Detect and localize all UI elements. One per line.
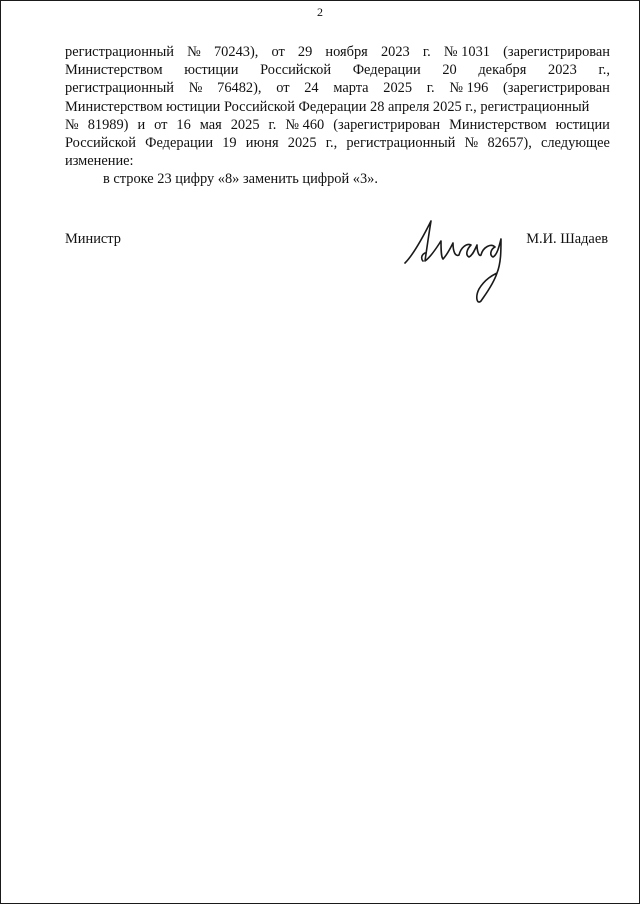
word: (зарегистрирован <box>333 116 441 133</box>
signature-block <box>65 229 610 309</box>
order-text <box>65 43 610 189</box>
word: регистрационный <box>346 135 456 152</box>
word: г. <box>422 44 431 60</box>
word: 2023 <box>548 62 577 79</box>
word: и <box>137 116 146 133</box>
word: Министерством юстиции Российской Федерации 28 апреля 2025 г., регистрационный <box>65 98 590 115</box>
signer-position: Министр <box>65 231 121 247</box>
word: 2025 <box>383 80 413 97</box>
word: (зарегистрирован <box>503 44 610 60</box>
word: следующее <box>540 135 610 152</box>
word: г., <box>325 135 338 152</box>
word: 2025 <box>230 116 260 133</box>
signer-name: М.И. Шадаев <box>526 231 608 247</box>
word: марта <box>333 80 369 97</box>
word: Министерством <box>449 116 547 133</box>
word: 81989) <box>87 116 129 133</box>
word: г. <box>426 80 435 97</box>
word: регистрационный <box>65 80 174 97</box>
paragraph-last-line: изменение: <box>65 153 134 170</box>
word: Министерством <box>65 62 163 79</box>
word: 19 <box>222 135 237 152</box>
paragraph-line <box>65 134 610 152</box>
word: № 196 <box>449 80 489 97</box>
word: 82657), <box>487 135 532 152</box>
word: декабря <box>478 62 527 79</box>
word: регистрационный <box>65 44 174 60</box>
word: № 460 <box>285 116 325 133</box>
word: № <box>464 135 479 152</box>
word: мая <box>199 116 222 133</box>
word: 20 <box>442 62 457 79</box>
word: Федерации <box>352 62 421 79</box>
word: 2023 <box>380 44 410 60</box>
word: № <box>188 80 203 97</box>
word: (зарегистрирован <box>502 80 610 97</box>
paragraph-line <box>65 61 610 79</box>
word: 76482), <box>217 80 262 97</box>
word: г. <box>268 116 277 133</box>
word: Российской <box>65 135 136 152</box>
page-number: 2 <box>317 5 323 19</box>
word: г., <box>598 62 610 79</box>
word: от <box>271 44 285 60</box>
word: Федерации <box>145 135 214 152</box>
word: юстиции <box>184 62 239 79</box>
word: юстиции <box>555 116 610 133</box>
amendment-text: в строке 23 цифру «8» заменить цифрой «3». <box>103 171 378 188</box>
paragraph-line <box>65 116 610 134</box>
word: июня <box>245 135 279 152</box>
word: 24 <box>304 80 319 97</box>
word: от <box>154 116 168 133</box>
word: 2025 <box>287 135 317 152</box>
word: Российской <box>260 62 332 79</box>
word: 29 <box>297 44 313 60</box>
word: от <box>276 80 290 97</box>
word: № 1031 <box>443 44 490 60</box>
word: № <box>65 116 79 133</box>
word: № <box>187 44 201 60</box>
word: 70243), <box>213 44 259 60</box>
word: 16 <box>176 116 191 133</box>
paragraph-line <box>65 43 610 61</box>
paragraph-line <box>65 79 610 97</box>
paragraph-continuation <box>65 43 610 152</box>
handwritten-signature <box>401 217 531 307</box>
word: ноября <box>325 44 368 60</box>
paragraph-line <box>65 98 610 116</box>
